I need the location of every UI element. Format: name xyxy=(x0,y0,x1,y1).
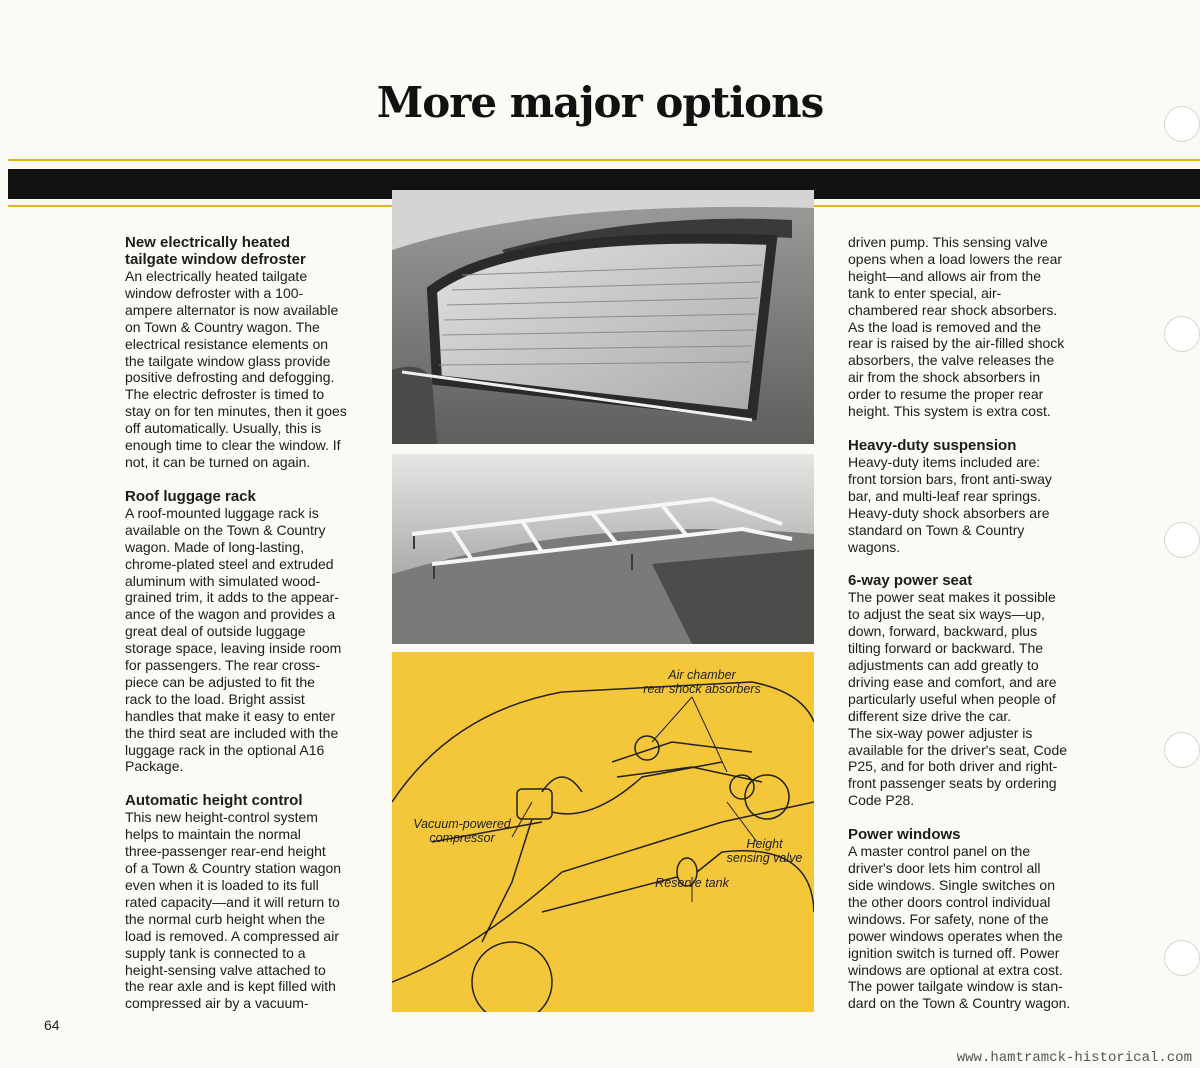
binder-hole xyxy=(1164,522,1200,558)
page-title: More major options xyxy=(376,78,824,127)
section-body: A master control panel on the driver's door lets him control all side windows. Single switches on the other doors control individual windows. For safety, none of the power windows operates when the ignition switch is turned off. Power windows are optional at extra cost. The power tailgate window is stan- dard on the Town & Country wagon. xyxy=(848,843,1071,1012)
section-heading: Power windows xyxy=(848,826,961,844)
label-sensing-valve: Height sensing valve xyxy=(726,837,803,865)
binder-hole xyxy=(1164,106,1200,142)
section-body: Heavy-duty items included are: front torsion bars, front anti-sway bar, and multi-leaf rear springs. Heavy-duty shock absorbers are standard on Town & Country wagons. xyxy=(848,453,1052,555)
luggage-rack-photo xyxy=(392,454,814,644)
yellow-rule-top xyxy=(8,159,1200,161)
section-heading: 6-way power seat xyxy=(848,572,973,590)
label-reserve-tank: Reserve tank xyxy=(655,876,729,890)
section-body: An electrically heated tailgate window defroster with a 100- ampere alternator is now available on Town & Country wagon. The electrical resistance elements on the tailgate window glass provide positive defrosting and defogging. The electric defroster is timed to stay on for ten minutes, then it goes off automatically. Usually, this is enough time to clear the window. If not, it can be turned on again. xyxy=(125,268,347,470)
section-body: driven pump. This sensing valve opens when a load lowers the rear height—and allows air from the tank to enter special, air- chambered rear shock absorbers. As the load is removed and the rear is raised by the air-filled shock absorbers, the valve releases the air from the shock absorbers in order to resume the proper rear height. This system is extra cost. xyxy=(848,234,1065,420)
binder-hole xyxy=(1164,732,1200,768)
tailgate-window-photo xyxy=(392,190,814,444)
section-body: This new height-control system helps to maintain the normal three-passenger rear-end height of a Town & Country station wagon even when it is loaded to its full rated capacity—and it will return to the normal curb height when the load is removed. A compressed air supply tank is connected to a height-sensing valve attached to the rear axle and is kept filled with compressed air by a vacuum- xyxy=(125,809,342,1012)
page-number: 64 xyxy=(44,1017,60,1033)
source-credit: www.hamtramck-historical.com xyxy=(956,1050,1192,1066)
section-heading: Automatic height control xyxy=(125,792,303,810)
label-shock-absorbers: Air chamber rear shock absorbers xyxy=(643,668,761,696)
label-compressor: Vacuum-powered compressor xyxy=(413,817,511,845)
section-body: The power seat makes it possible to adjust the seat six ways—up, down, forward, backward, plus tilting forward or backward. The adjustments can add greatly to driving ease and comfort, and are particularly useful when people of different size drive the car. The six-way power adjuster is available for the driver's seat, Code P25, and for both driver and right- front passenger seats by ordering Code P28. xyxy=(848,589,1068,809)
right-column xyxy=(848,234,1110,1012)
left-column xyxy=(125,234,387,1012)
section-heading: Roof luggage rack xyxy=(125,487,256,505)
section-body: A roof-mounted luggage rack is available on the Town & Country wagon. Made of long-lasting, chrome-plated steel and extruded aluminum with simulated wood- grained trim, it adds to the appear- ance of the wagon and provides a great deal of outside luggage storage space, leaving inside room for passengers. The rear cross- piece can be adjusted to fit the rack to the load. Bright assist handles that make it easy to enter the third seat are included with the luggage rack in the optional A16 Package. xyxy=(125,504,342,775)
height-control-diagram xyxy=(392,652,814,1012)
binder-hole xyxy=(1164,316,1200,352)
section-heading: Heavy-duty suspension xyxy=(848,436,1017,454)
section-heading: New electrically heated tailgate window defroster xyxy=(125,234,306,268)
binder-hole xyxy=(1164,940,1200,976)
